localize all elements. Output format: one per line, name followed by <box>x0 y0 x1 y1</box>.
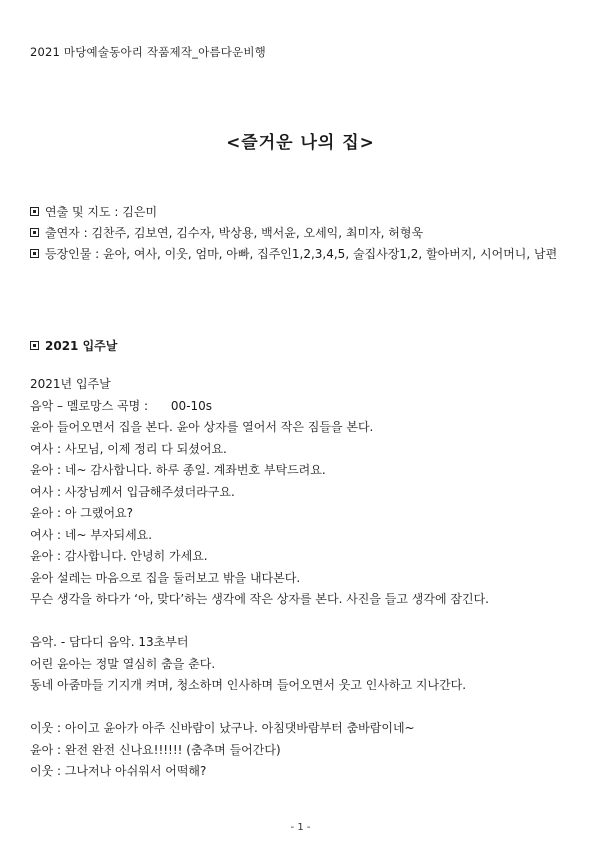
script-line: 무슨 생각을 하다가 ‘아, 맞다’하는 생각에 작은 상자를 본다. 사진을 들고 생각에 잠긴다. <box>30 592 489 606</box>
script-line: 윤아 : 완전 완전 신나요!!!!!! (춤추며 들어간다) <box>30 742 281 757</box>
script-line: 음악. - 담다디 음악. 13초부터 <box>30 635 189 649</box>
script-line: 이웃 : 아이고 윤아가 아주 신바람이 났구나. 아침댓바람부터 춤바람이네~ <box>30 721 415 735</box>
document-header: 2021 마당예술동아리 작품제작_아름다운비행 <box>30 45 266 59</box>
square-bullet-icon <box>30 341 39 350</box>
script-line: 윤아 들어오면서 집을 본다. 윤아 상자를 열어서 작은 짐들을 본다. <box>30 420 374 434</box>
section-heading: 2021 입주날 <box>30 337 117 354</box>
square-bullet-icon <box>30 228 39 237</box>
script-line: 여사 : 사모님, 이제 정리 다 되셨어요. <box>30 441 227 456</box>
script-body <box>30 374 578 783</box>
script-line: 음악 – 멜로망스 곡명 : 00-10s <box>30 398 213 413</box>
credits-director: 연출 및 지도 : 김은미 <box>30 202 578 223</box>
script-line: 여사 : 네~ 부자되세요. <box>30 527 153 542</box>
script-line: 윤아 : 아 그랬어요? <box>30 506 134 520</box>
script-line: 이웃 : 그나저나 아쉬워서 어떡해? <box>30 764 207 778</box>
blank-line <box>30 611 578 633</box>
script-line: 동네 아줌마들 기지개 켜며, 청소하며 인사하며 들어오면서 웃고 인사하고 지나간다. <box>30 678 467 692</box>
credits-block <box>30 202 578 265</box>
blank-line <box>30 697 578 719</box>
script-line: 윤아 설레는 마음으로 집을 둘러보고 밖을 내다본다. <box>30 570 301 585</box>
script-line: 여사 : 사장님께서 입금해주셨더라구요. <box>30 484 235 499</box>
square-bullet-icon <box>30 207 39 216</box>
page-number: - 1 - <box>290 822 311 833</box>
script-line: 2021년 입주날 <box>30 377 111 391</box>
square-bullet-icon <box>30 249 39 258</box>
credits-characters: 등장인물 : 윤아, 여사, 이웃, 엄마, 아빠, 집주인1,2,3,4,5, 술집사장1,2, 할아버지, 시어머니, 남편 <box>30 244 578 265</box>
script-line: 윤아 : 감사합니다. 안녕히 가세요. <box>30 549 208 563</box>
document-title: <즐거운 나의 집> <box>226 133 375 153</box>
script-line: 어린 윤아는 정말 열심히 춤을 춘다. <box>30 656 216 671</box>
credits-cast: 출연자 : 김찬주, 김보연, 김수자, 박상용, 백서윤, 오세익, 최미자, 허형욱 <box>30 223 578 244</box>
script-line: 윤아 : 네~ 감사합니다. 하루 종일. 계좌번호 부탁드려요. <box>30 463 326 477</box>
